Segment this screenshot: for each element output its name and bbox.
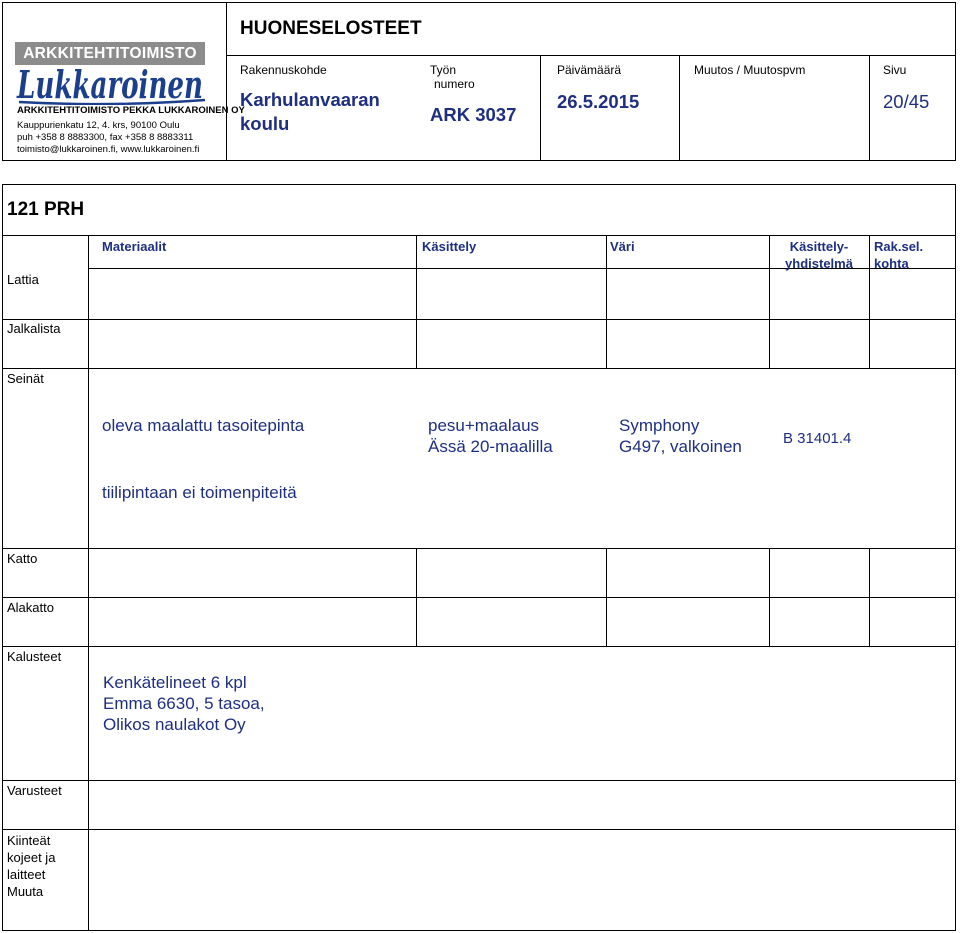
date-label: Päivämäärä [557, 63, 622, 77]
logo-brand-text: Lukkaroinen [16, 63, 203, 105]
change-label: Muutos / Muutospvm [694, 63, 806, 77]
column-divider [416, 548, 417, 646]
column-header-color: Väri [610, 239, 635, 254]
row-divider [3, 235, 955, 236]
column-header-treatment: Käsittely [422, 239, 477, 254]
furniture-description [103, 672, 265, 735]
column-header-materials: Materiaalit [102, 239, 167, 254]
row-label-walls: Seinät [7, 371, 44, 386]
column-divider [606, 548, 607, 646]
row-divider [3, 548, 955, 549]
row-label-fixed-devices [7, 832, 55, 900]
column-header-spec-ref [874, 238, 923, 272]
row-divider [3, 368, 955, 369]
walls-treatment-combination: B 31401.4 [783, 430, 852, 447]
row-divider [3, 829, 955, 830]
date-value: 26.5.2015 [557, 91, 640, 112]
row-label-subceiling: Alakatto [7, 600, 54, 615]
row-label-fixed-line2: kojeet ja [7, 850, 56, 865]
column-divider [416, 235, 417, 369]
logo-address: Kauppurienkatu 12, 4. krs, 90100 Oulu [17, 120, 180, 131]
row-label-fixed-line1: Kiinteät [7, 833, 51, 848]
row-label-floor: Lattia [7, 272, 39, 287]
column-divider [606, 235, 607, 369]
work-number-cell [417, 55, 540, 160]
column-header-spec-ref-line2: kohta [874, 256, 909, 271]
furniture-line3: Olikos naulakot Oy [103, 715, 246, 734]
column-divider [769, 548, 770, 646]
change-cell [679, 55, 869, 160]
room-title: 121 PRH [7, 199, 85, 220]
row-label-ceiling: Katto [7, 551, 38, 566]
logo-company-name: ARKKITEHTITOIMISTO PEKKA LUKKAROINEN OY [17, 105, 245, 116]
logo-phone: puh +358 8 8883300, fax +358 8 8883311 [17, 132, 194, 143]
row-label-other: Muuta [7, 884, 44, 899]
column-header-combination [769, 238, 869, 272]
column-header-spec-ref-line1: Rak.sel. [874, 239, 924, 254]
walls-color-line2: G497, valkoinen [619, 437, 742, 456]
work-number-label-line2: numero [434, 77, 475, 91]
document-title: HUONESELOSTEET [240, 18, 422, 39]
row-label-equipment: Varusteet [7, 783, 62, 798]
logo-contact: toimisto@lukkaroinen.fi, www.lukkaroinen.fi [17, 144, 200, 155]
walls-material-2: tiilipintaan ei toimenpiteitä [102, 483, 297, 502]
page-value: 20/45 [883, 91, 930, 112]
project-value-line2: koulu [240, 113, 290, 134]
logo-banner: ARKKITEHTITOIMISTO [15, 42, 205, 65]
page-cell [869, 55, 956, 160]
column-divider [869, 235, 870, 369]
walls-material-1: oleva maalattu tasoitepinta [102, 416, 305, 435]
walls-treatment [428, 415, 553, 457]
furniture-line2: Emma 6630, 5 tasoa, [103, 694, 265, 713]
walls-color-line1: Symphony [619, 416, 700, 435]
walls-color [619, 415, 742, 457]
project-label: Rakennuskohde [240, 63, 327, 77]
column-divider [869, 548, 870, 646]
company-logo [3, 3, 245, 160]
project-value-line1: Karhulanvaaran [240, 89, 380, 110]
document-header [2, 2, 956, 161]
row-label-furniture: Kalusteet [7, 649, 62, 664]
project-cell [227, 55, 417, 160]
logo-wordmark [11, 63, 211, 105]
furniture-line1: Kenkätelineet 6 kpl [103, 673, 247, 692]
room-description-table [2, 184, 956, 931]
walls-treatment-line1: pesu+maalaus [428, 416, 540, 435]
date-cell [540, 55, 679, 160]
column-header-combination-line2: yhdistelmä [785, 256, 853, 271]
row-divider [3, 597, 955, 598]
label-column-divider [88, 235, 89, 930]
row-divider [3, 646, 955, 647]
work-number-label-line1: Työn [430, 63, 457, 77]
row-label-skirting: Jalkalista [7, 321, 61, 336]
row-divider [3, 780, 955, 781]
row-label-fixed-line3: laitteet [7, 867, 46, 882]
work-number-value: ARK 3037 [430, 104, 517, 125]
page-label: Sivu [883, 63, 907, 77]
column-header-combination-line1: Käsittely- [789, 239, 849, 254]
walls-treatment-line2: Ässä 20-maalilla [428, 437, 553, 456]
row-divider [3, 319, 955, 320]
